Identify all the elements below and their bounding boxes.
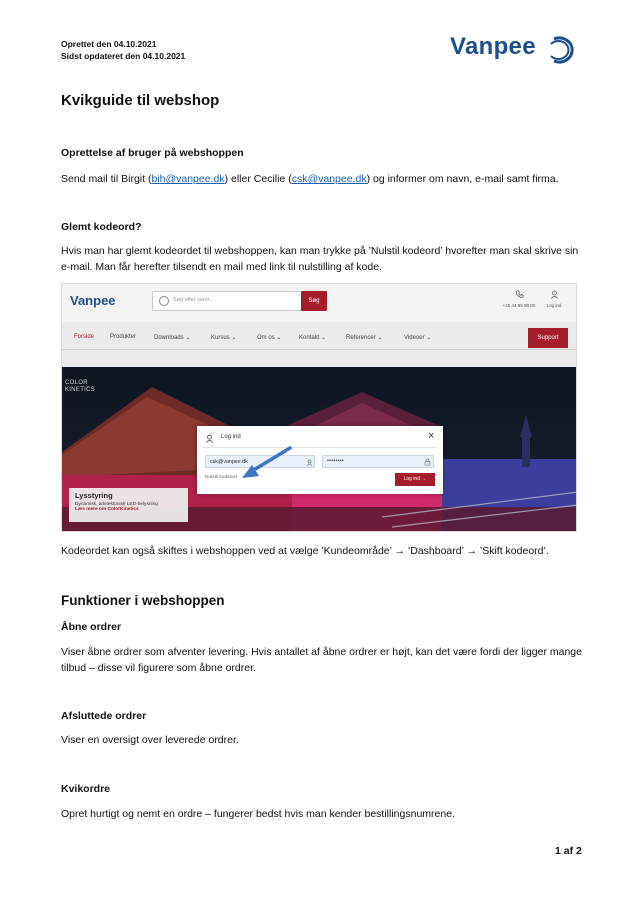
logo-swoosh-icon [550, 35, 584, 65]
webshop-screenshot [61, 283, 577, 532]
vanpee-logo [450, 33, 584, 65]
nav-item[interactable]: Kontakt ⌄ [299, 335, 327, 341]
section-text-user: Send mail til Birgit (bih@vanpee.dk) eller Cecilie (csk@vanpee.dk) og informer om navn, e-mail samt firma. [61, 173, 559, 185]
email-link-birgit[interactable]: bih@vanpee.dk [151, 173, 225, 185]
section-heading-password: Glemt kodeord? [61, 221, 142, 233]
nav-item[interactable]: Videoer ⌄ [404, 335, 432, 341]
modal-title: Log ind [221, 434, 241, 440]
document-meta [61, 38, 185, 62]
nav-item[interactable]: Om os ⌄ [257, 335, 282, 341]
login-button[interactable]: Log ind → [395, 473, 435, 486]
nav-item[interactable]: Downloads ⌄ [154, 335, 191, 341]
password-change-text: Kodeordet kan også skiftes i webshoppen ved at vælge ’Kundeområde’ → ’Dashboard’ → ’Skift kodeord’. [61, 545, 549, 557]
email-link-cecilie[interactable]: csk@vanpee.dk [291, 173, 367, 185]
function-text: Viser en oversigt over leverede ordrer. [61, 734, 239, 746]
nav-item[interactable]: Produkter [110, 334, 137, 340]
function-title: Åbne ordrer [61, 621, 122, 633]
email-value: csk@vanpee.dk [210, 459, 248, 465]
nav-item[interactable]: Referencer ⌄ [346, 335, 383, 341]
section-heading-user: Oprettelse af bruger på webshoppen [61, 147, 244, 159]
logo-text: Vanpee [450, 33, 536, 60]
promo-link[interactable]: Læs mere om ColorKinetics [75, 507, 139, 512]
section-text-password: Hvis man har glemt kodeordet til webshoppen, kan man trykke på ’Nulstil kodeord’ hvorefter man skal skrive sin e-mail. Man får herefter tilsendt en mail med link til nulstilling af kode. [61, 245, 579, 273]
section-heading-functions: Funktioner i webshoppen [61, 593, 225, 608]
color-kinetics-logo: COLOR KINETICS [65, 380, 96, 393]
webshop-logo: Vanpee [70, 293, 116, 308]
nav-item[interactable]: Kursus ⌄ [211, 335, 237, 341]
phone-number: +45 44 85 90 00 [502, 303, 536, 308]
password-value: •••••••• [327, 458, 345, 464]
created-date: Oprettet den 04.10.2021 [61, 39, 157, 49]
promo-title: Lysstyring [75, 491, 113, 500]
updated-date: Sidst opdateret den 04.10.2021 [61, 51, 186, 61]
forgot-password-link[interactable]: Nulstil kodeord [205, 475, 237, 480]
pointer-arrow-icon [62, 284, 577, 532]
close-icon[interactable]: × [428, 430, 435, 442]
support-button[interactable]: Support [528, 328, 568, 348]
search-placeholder: Søg efter varer... [173, 297, 214, 303]
nav-item[interactable]: Forside [74, 334, 95, 340]
function-title: Afsluttede ordrer [61, 710, 147, 722]
function-text: Opret hurtigt og nemt en ordre – fungerer bedst hvis man kender bestillingsnumrene. [61, 808, 455, 820]
promo-text: Dynamisk, arkitektonisk LED-belysning [75, 502, 158, 507]
login-label: Log ind [546, 303, 562, 308]
function-text: Viser åbne ordrer som afventer levering. Hvis antallet af åbne ordrer er højt, kan det være fordi der ligger mange tilbud – disse vil figurere som åbne ordrer. [61, 646, 582, 674]
page-number: 1 af 2 [555, 845, 582, 857]
document-title: Kvikguide til webshop [61, 92, 220, 109]
function-title: Kvikordre [61, 783, 111, 795]
webshop-search-button[interactable]: Søg [301, 291, 327, 311]
